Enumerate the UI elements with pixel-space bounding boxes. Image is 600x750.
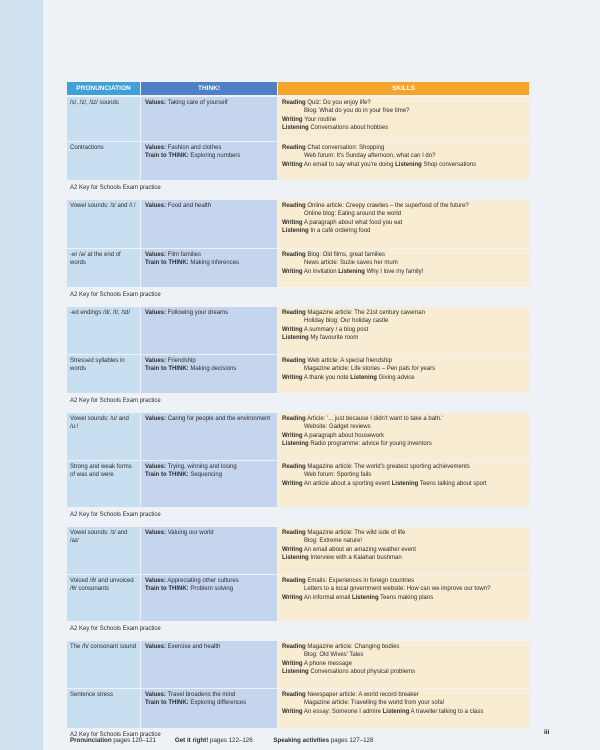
train-label: Train to THINK: [145, 260, 189, 267]
writing-line [282, 268, 525, 276]
writing-line [282, 116, 525, 124]
reading-text: Newspaper article: A world record breaker [307, 692, 419, 698]
listening-line [282, 227, 525, 235]
values-label: Values: [145, 464, 167, 470]
reading-label: Reading [282, 100, 306, 106]
writing-line [282, 326, 525, 334]
reading-label: Reading [282, 530, 306, 536]
reading-text-2: Magazine article: Travelling the world from your sofa! [304, 700, 445, 707]
train-label: Train to THINK: [145, 366, 189, 373]
think-cell [141, 355, 277, 393]
reading-line [282, 691, 525, 699]
values-label: Values: [145, 145, 167, 151]
pronunciation-cell: Vowel sounds: /ʊ/ and /uː/ [67, 413, 140, 460]
reading-text-2: Website: Gadget reviews [304, 424, 371, 431]
exam-practice-label: A2 Key for Schools Exam practice [70, 398, 161, 404]
reading-text-2: Blog: Old Wives' Tales [304, 652, 364, 659]
writing-label: Writing [282, 660, 303, 667]
table-row [67, 641, 529, 688]
footer-speaking: Speaking activities [273, 737, 330, 744]
pronunciation-cell: Contractions [67, 142, 140, 180]
train-line [145, 471, 273, 479]
footer-get-it-right-pages: pages 122–126 [210, 737, 253, 744]
values-line [145, 643, 273, 651]
pronunciation-cell: Vowel sounds: /ɪ/ and /aɪ/ [67, 527, 140, 574]
values-label: Values: [145, 578, 167, 584]
skills-cell [278, 142, 529, 180]
header-pronunciation: PRONUNCIATION [67, 82, 140, 95]
values-line [145, 202, 273, 210]
reading-text: Magazine article: The world's greatest sporting achievements [307, 464, 470, 470]
listening-line [282, 124, 525, 132]
train-text: Exploring numbers [190, 153, 241, 160]
table-row [67, 307, 529, 354]
table-row [67, 142, 529, 180]
writing-line [282, 161, 525, 169]
reading-label: Reading [282, 358, 306, 364]
reading-label: Reading [282, 145, 306, 151]
pronunciation-cell: -er /ə/ at the end of words [67, 249, 140, 287]
values-label: Values: [145, 644, 167, 650]
exam-practice-label: A2 Key for Schools Exam practice [70, 512, 161, 518]
think-cell [141, 307, 277, 354]
listening-line [282, 668, 525, 676]
contents-table [67, 82, 529, 741]
train-text: Exploring differences [190, 700, 247, 707]
train-label: Train to THINK: [145, 153, 189, 160]
reading-text: Web article: A special friendship [307, 358, 392, 364]
reading-text-2: Magazine article: Life stories – Pen pals for years [304, 366, 436, 373]
values-label: Values: [145, 530, 167, 536]
table-row [67, 355, 529, 393]
reading-text-2: Blog: What do you do in your free time? [304, 108, 410, 115]
values-label: Values: [145, 252, 167, 258]
writing-text: An informal email [303, 594, 351, 601]
values-line [145, 415, 273, 423]
values-label: Values: [145, 203, 167, 209]
pronunciation-cell: Stressed syllables in words [67, 355, 140, 393]
writing-text: An email to say what you're doing [303, 161, 394, 168]
skills-cell [278, 575, 529, 621]
pronunciation-cell: /s/, /z/, /ɪz/ sounds [67, 97, 140, 141]
train-line [145, 365, 273, 373]
reading-text-2: Online blog: Eating around the world [304, 211, 402, 218]
writing-label: Writing [282, 594, 303, 601]
think-cell [141, 249, 277, 287]
reading-text: Quiz: Do you enjoy life? [307, 100, 371, 106]
reading-text: Online article: Creepy crawlies – the superfood of the future? [307, 203, 469, 209]
train-label: Train to THINK: [145, 586, 189, 593]
listening-text: In a café ordering food [310, 227, 371, 234]
skills-cell [278, 97, 529, 141]
header-skills: SKILLS [278, 82, 529, 95]
listening-line [282, 440, 525, 448]
reading-line [282, 251, 525, 259]
reading-label: Reading [282, 464, 306, 470]
writing-line [282, 660, 525, 668]
values-line [145, 577, 273, 585]
listening-label: Listening [282, 554, 309, 561]
writing-line [282, 708, 525, 716]
think-cell [141, 575, 277, 621]
values-label: Values: [145, 358, 167, 364]
reading-label: Reading [282, 252, 306, 258]
listening-text: Teens making plans [380, 594, 434, 601]
reading-label: Reading [282, 310, 306, 316]
footer-get-it-right: Get it right! [174, 737, 209, 744]
reading-text-2: Holiday blog: Our holiday castle [304, 318, 389, 325]
exam-practice-label: A2 Key for Schools Exam practice [70, 292, 161, 298]
reading-line [282, 202, 525, 210]
values-label: Values: [145, 100, 167, 106]
think-cell [141, 527, 277, 574]
listening-label: Listening [391, 480, 419, 487]
writing-text: A phone message [303, 660, 352, 667]
values-line [145, 144, 273, 152]
values-text: Food and health [167, 203, 212, 209]
train-line [145, 259, 273, 267]
listening-label: Listening [282, 668, 309, 675]
think-cell [141, 142, 277, 180]
values-text: Fashion and clothes [167, 145, 222, 151]
exam-practice-label: A2 Key for Schools Exam practice [70, 185, 161, 191]
reading-text: Magazine article: The 21st century caveman [307, 310, 425, 316]
train-text: Problem solving [190, 586, 234, 593]
table-body [67, 97, 529, 741]
listening-label: Listening [338, 268, 365, 275]
skills-cell [278, 689, 529, 728]
writing-label: Writing [282, 161, 303, 168]
values-line [145, 357, 273, 365]
writing-label: Writing [282, 432, 303, 439]
think-cell [141, 200, 277, 248]
listening-text: Interview with a Kalahari bushman [310, 554, 402, 561]
reading-label: Reading [282, 644, 306, 650]
values-line [145, 99, 273, 107]
think-cell [141, 97, 277, 141]
values-text: Trying, winning and losing [167, 464, 237, 470]
train-line [145, 152, 273, 160]
table-row [67, 413, 529, 460]
train-label: Train to THINK: [145, 472, 189, 479]
writing-text: A summary / a blog post [303, 326, 369, 333]
listening-line [282, 554, 525, 562]
reading-text: Magazine article: The wild side of life [307, 530, 406, 536]
writing-label: Writing [282, 374, 303, 381]
writing-text: An essay: Someone I admire [303, 708, 381, 715]
listening-text: Radio programme: advice for young inventors [310, 440, 432, 447]
skills-cell [278, 641, 529, 688]
values-line [145, 691, 273, 699]
table-row [67, 97, 529, 141]
skills-cell [278, 461, 529, 507]
footer-links [70, 737, 373, 744]
reading-label: Reading [282, 416, 306, 422]
skills-cell [278, 249, 529, 287]
reading-line [282, 357, 525, 365]
listening-label: Listening [282, 124, 309, 131]
think-cell [141, 413, 277, 460]
exam-practice-label: A2 Key for Schools Exam practice [70, 732, 161, 738]
listening-text: Why I love my family! [366, 268, 424, 275]
pronunciation-cell: Sentence stress [67, 689, 140, 728]
reading-text-2: News article: Suzie saves her mum [304, 260, 398, 267]
listening-text: Shop conversations [423, 161, 477, 168]
reading-text: Blog: Old films, great families [307, 252, 386, 258]
table-row [67, 575, 529, 621]
values-text: Caring for people and the environment [167, 416, 271, 422]
writing-line [282, 219, 525, 227]
writing-line [282, 374, 525, 382]
values-text: Friendship [167, 358, 196, 364]
skills-cell [278, 527, 529, 574]
train-line [145, 699, 273, 707]
reading-text: Article: '... just because I didn't want to take a bath.' [307, 416, 443, 422]
footer-speaking-pages: pages 127–128 [330, 737, 374, 744]
pronunciation-cell: Vowel sounds: /ɪ/ and /iː/ [67, 200, 140, 248]
values-label: Values: [145, 310, 167, 316]
reading-line [282, 463, 525, 471]
values-line [145, 529, 273, 537]
reading-text-2: Letters to a local government website: How can we improve our town? [304, 586, 491, 593]
values-line [145, 309, 273, 317]
listening-text: Giving advice [378, 374, 415, 381]
page-number: iii [544, 729, 550, 736]
train-text: Making inferences [190, 260, 240, 267]
writing-label: Writing [282, 480, 303, 487]
listening-label: Listening [282, 227, 309, 234]
writing-line [282, 480, 525, 488]
skills-cell [278, 413, 529, 460]
listening-label: Listening [382, 708, 410, 715]
values-text: Travel broadens the mind [167, 692, 236, 698]
reading-line [282, 309, 525, 317]
reading-label: Reading [282, 203, 306, 209]
writing-text: Your routine [304, 116, 337, 123]
writing-line [282, 594, 525, 602]
reading-line [282, 415, 525, 423]
writing-line [282, 546, 525, 554]
footer-pronunciation: Pronunciation [70, 737, 112, 744]
values-text: Film families [167, 252, 202, 258]
reading-text: Chat conversation: Shopping [307, 145, 385, 151]
values-line [145, 251, 273, 259]
think-cell [141, 461, 277, 507]
listening-text: Conversations about physical problems [310, 668, 416, 675]
values-text: Taking care of yourself [167, 100, 228, 106]
pronunciation-cell: Strong and weak forms of was and were [67, 461, 140, 507]
writing-text: A paragraph about what food you eat [303, 219, 403, 226]
listening-label: Listening [395, 161, 422, 168]
writing-text: A thank you note [303, 374, 349, 381]
writing-text: An article about a sporting event [303, 480, 390, 487]
train-text: Making decisions [190, 366, 237, 373]
reading-line [282, 144, 525, 152]
table-row [67, 249, 529, 287]
table-row [67, 461, 529, 507]
reading-text-2: Web forum: Sporting fails [304, 472, 372, 479]
values-label: Values: [145, 692, 167, 698]
reading-text-2: Web forum: It's Sunday afternoon, what can I do? [304, 153, 436, 160]
table-row [67, 200, 529, 248]
table-row [67, 689, 529, 728]
footer-pronunciation-pages: pages 120–121 [113, 737, 156, 744]
exam-practice-label: A2 Key for Schools Exam practice [70, 626, 161, 632]
think-cell [141, 641, 277, 688]
listening-text: Conversations about hobbies [310, 124, 389, 131]
train-label: Train to THINK: [145, 700, 189, 707]
skills-cell [278, 355, 529, 393]
listening-line [282, 334, 525, 342]
reading-line [282, 529, 525, 537]
think-cell [141, 689, 277, 728]
listening-label: Listening [351, 594, 379, 601]
writing-label: Writing [282, 326, 303, 333]
values-text: Appreciating other cultures [167, 578, 239, 584]
values-label: Values: [145, 416, 167, 422]
skills-cell [278, 307, 529, 354]
table-header [67, 82, 529, 95]
writing-label: Writing [282, 219, 303, 226]
pronunciation-cell: Voiced /ð/ and unvoiced /θ/ consonants [67, 575, 140, 621]
reading-label: Reading [282, 692, 306, 698]
writing-label: Writing [282, 116, 303, 123]
values-line [145, 463, 273, 471]
pronunciation-cell: -ed endings /d/, /t/, /ɪd/ [67, 307, 140, 354]
reading-line [282, 99, 525, 107]
writing-text: An invitation [303, 268, 337, 275]
values-text: Following your dreams [167, 310, 229, 316]
listening-text: My favourite room [310, 334, 359, 341]
listening-label: Listening [282, 334, 309, 341]
skills-cell [278, 200, 529, 248]
listening-text: Teens talking about sport [419, 480, 487, 487]
writing-line [282, 432, 525, 440]
writing-label: Writing [282, 546, 303, 553]
reading-text: Magazine article: Changing bodies [307, 644, 400, 650]
writing-text: A paragraph about housework [303, 432, 384, 439]
train-text: Sequencing [190, 472, 223, 479]
writing-label: Writing [282, 268, 303, 275]
reading-line [282, 643, 525, 651]
listening-label: Listening [350, 374, 377, 381]
writing-text: An email about an amazing weather event [303, 546, 416, 553]
listening-label: Listening [282, 440, 309, 447]
values-text: Exercise and health [167, 644, 221, 650]
writing-label: Writing [282, 708, 303, 715]
table-row [67, 527, 529, 574]
reading-line [282, 577, 525, 585]
reading-label: Reading [282, 578, 306, 584]
reading-text-2: Blog: Extreme nature! [304, 538, 363, 545]
values-text: Valuing our world [167, 530, 214, 536]
header-think: THINK! [141, 82, 277, 95]
train-line [145, 585, 273, 593]
listening-text: A traveller talking to a class [410, 708, 484, 715]
reading-text: Emails: Experiences in foreign countries [307, 578, 415, 584]
pronunciation-cell: The /h/ consonant sound [67, 641, 140, 688]
